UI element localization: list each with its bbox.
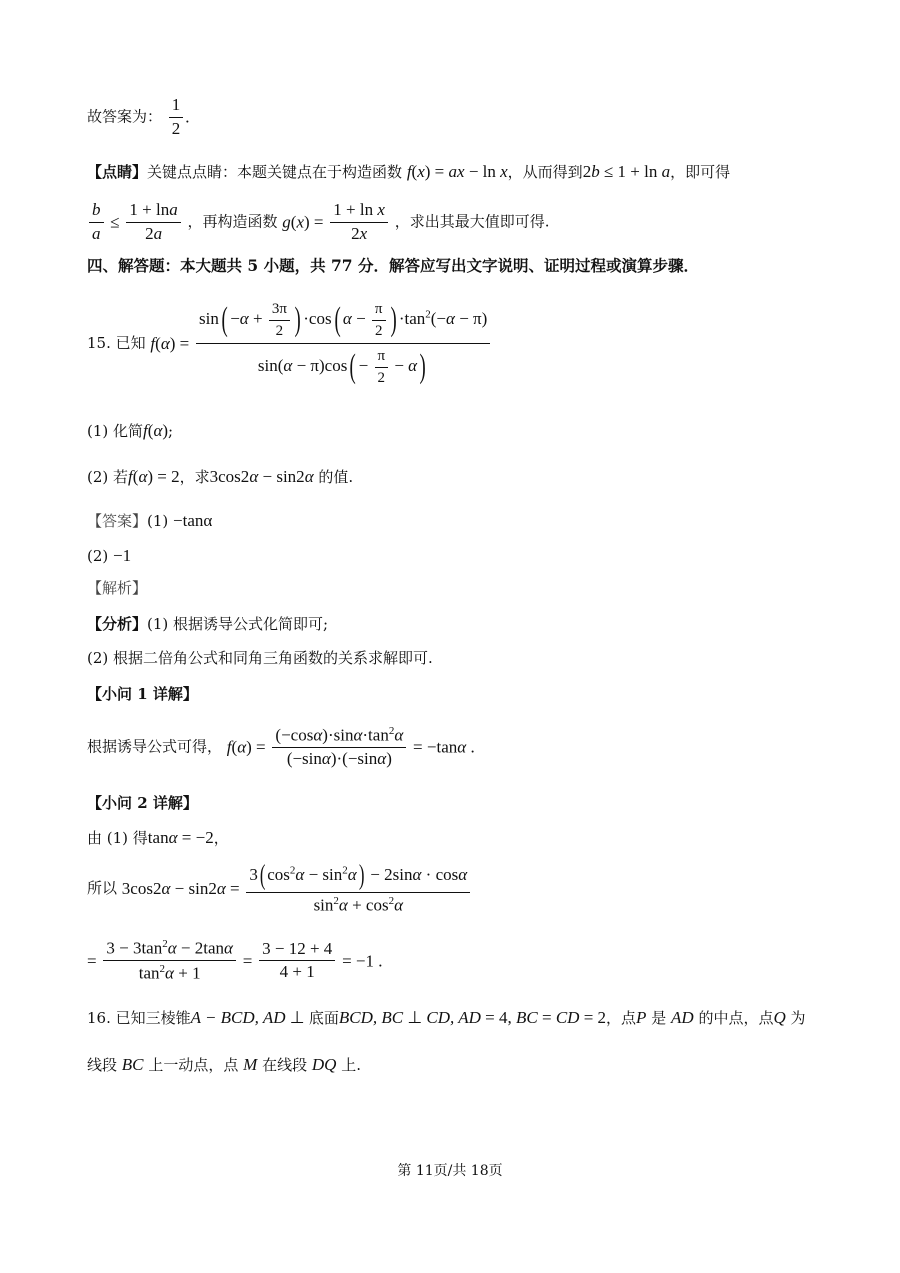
jiexi-tag: 【解析】 [87,579,148,597]
dianjing-text-5: ，求出其最大值即可得. [394,212,550,231]
dianjing-text-3: ，即可得 [670,163,731,181]
frac-b-a: $\frac{b}{a}$ [89,201,104,243]
formula-ineq: 2b ≤ 1 + ln a [582,162,671,181]
fenxi-line-2: (2) 根据二倍角公式和同角三角函数的关系求解即可. [87,649,433,667]
answer-fraction: $\frac{1}{2}$ [169,96,184,138]
fenxi-line-1: 【分析】(1) 根据诱导公式化简即可; [87,615,329,633]
q15-part2: (2) 若f(α) = 2，求3cos2α − sin2α 的值. [87,467,354,486]
frac-derivation-4: $\frac{3 - 12 + 4}{4 + 1}$ [259,940,335,982]
section-heading: 四、解答题：本大题共 5 小题，共 77 分．解答应写出文字说明、证明过程或演算步骤． [87,256,699,275]
frac-derivation-2: $\frac{3( \cos^2\alpha - \sin^2\alpha) - 2\sin\alpha \cdot \cos\alpha}{\sin^2\alpha + \cos^2\alpha}$ [246,862,470,915]
subquestion-1-heading: 【小问 1 详解】 [87,685,198,703]
q15-part1: (1) 化简f(α); [87,421,174,440]
q15-stem: 15. 已知 f(α) = sin( −α + $\frac{3\pi}{2}$ ) ·cos( α − $\frac{\pi}{2}$ ) $\cdot\tan^2(-\alpha - \pi)$ sin(α − π)cos( − $\frac{\pi}{2}$ − α) [87,301,492,386]
answer-tag: 【答案】 [87,512,148,530]
frac-derivation-1: $\frac{(-\cos\alpha)\cdot\sin\alpha\cdot\tan^2\alpha}{(-\sin\alpha)\cdot(-\sin\alpha)}$ [272,725,406,769]
subquestion-1-derivation: 根据诱导公式可得， f(α) = $\frac{(-\cos\alpha)\cdot\sin\alpha\cdot\tan^2\alpha}{(-\sin\alpha)\cdot(-\sin\alpha)}$ = −tanα . [87,725,475,769]
formula-f: f(x) = ax − ln x [406,162,508,181]
frac-1-lna-2a: $\frac{1 + \ln a}{2a}$ [126,201,180,243]
answer-prefix: 故答案为： [87,107,163,126]
answer-2-line: (2) −1 [87,546,132,565]
subquestion-2-step-2: 所以 3cos2α − sin2α = $\frac{3( \cos^2\alpha - \sin^2\alpha) - 2\sin\alpha \cdot \cos\alpha}{\sin^2\alpha + \cos^2\alpha}$ [87,862,472,915]
q15-label: 15. 已知 [87,334,146,352]
answer-2-value: −1 [113,546,132,565]
q16-line-2: 线段 BC 上一动点，点 M 在线段 DQ 上. [87,1055,361,1074]
dianjing-line-2: $\frac{b}{a}$ ≤ $\frac{1 + \ln a}{2a}$ ，再构造函数 g(x) = $\frac{\text{1 + ln x}}{2x}$ ，求出其最大值即可得. [87,201,549,243]
q15-main-fraction: sin( −α + $\frac{3\pi}{2}$ ) ·cos( α − $\frac{\pi}{2}$ ) $\cdot\tan^2(-\alpha - \pi)$ sin(α − π)cos( − $\frac{\pi}{2}$ − α) [196,301,490,386]
dianjing-tag: 【点睛】 [87,163,148,181]
dianjing-text-1: 关键点点睛：本题关键点在于构造函数 [147,163,403,181]
q16-line-1: 16. 已知三棱锥A − BCD, AD ⊥ 底面BCD, BC ⊥ CD, AD = 4, BC = CD = 2，点P 是 AD 的中点，点Q 为 [87,1008,806,1027]
frac-derivation-3: $\frac{3 - 3\tan^2\alpha - 2\tan\alpha}{\tan^2\alpha + 1}$ [103,938,236,984]
page-footer: 第 11页/共 18页 [397,1163,503,1179]
frac-g: $\frac{\text{1 + ln x}}{2x}$ [330,201,388,243]
subquestion-2-step-1: 由 (1) 得tanα = −2， [87,828,229,847]
answer-tag-line: 【答案】(1) −tanα [87,511,213,530]
dianjing-line-1 [87,163,730,180]
subquestion-2-heading: 【小问 2 详解】 [87,794,198,812]
fenxi-tag: 【分析】 [87,615,148,633]
dianjing-text-2: ，从而得到 [507,163,583,181]
dianjing-text-4: ，再构造函数 [187,212,278,231]
answer-line: 故答案为： $\frac{1}{2}$ . [87,95,190,138]
subquestion-2-step-3: = $\frac{3 - 3\tan^2\alpha - 2\tan\alpha}{\tan^2\alpha + 1}$ = $\frac{3 - 12 + 4}{4 + 1}$ = −1 . [87,938,383,983]
answer-1-value: −tanα [173,511,213,530]
